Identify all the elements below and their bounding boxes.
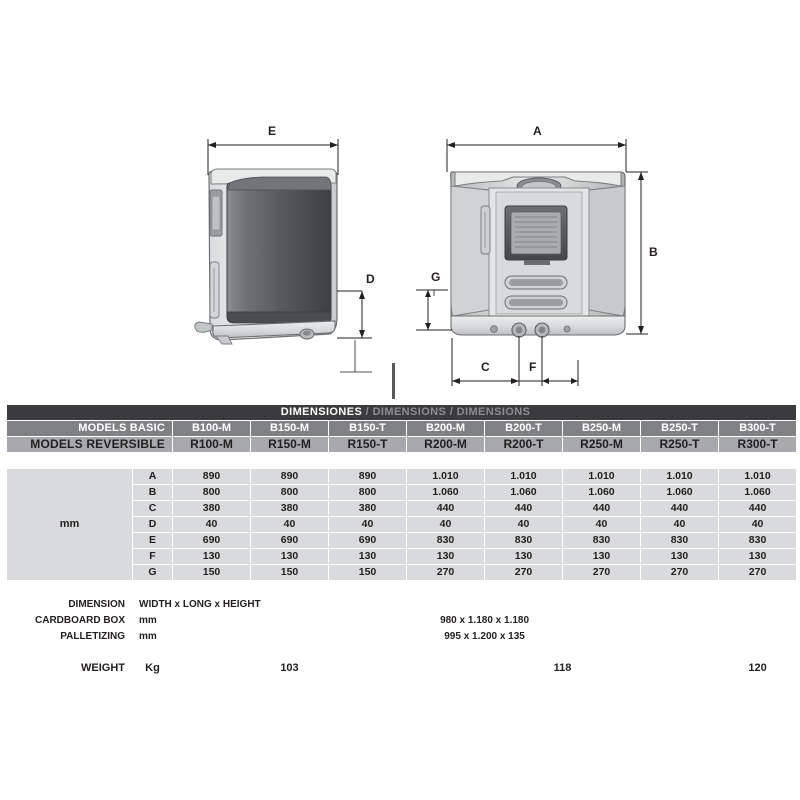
cell-E-1: 690 — [251, 533, 329, 549]
dim-row-letter-B: B — [133, 485, 173, 501]
cell-weight-1: 118 — [407, 661, 719, 677]
cell-weight-0: 103 — [173, 661, 407, 677]
cell-A-5: 1.010 — [563, 469, 641, 485]
row-spacer-mid — [7, 581, 797, 597]
label-models-reversible: MODELS REVERSIBLE — [7, 437, 173, 453]
label-dimension: DIMENSION — [7, 597, 133, 613]
row-weight — [7, 661, 797, 677]
table-title-es: DIMENSIONES — [280, 406, 363, 419]
cell-C-0: 380 — [173, 501, 251, 517]
label-unit-mm: mm — [7, 469, 133, 581]
cell-models-rev-0: R100-M — [173, 437, 251, 453]
unit-cardboard-box: mm — [133, 613, 173, 629]
cell-D-5: 40 — [563, 517, 641, 533]
cell-A-2: 890 — [329, 469, 407, 485]
table-title-sep2: / — [446, 406, 457, 419]
label-cardboard-box: CARDBOARD BOX — [7, 613, 133, 629]
cell-C-1: 380 — [251, 501, 329, 517]
value-dimension: WIDTH x LONG x HEIGHT — [133, 597, 797, 613]
cell-models-rev-3: R200-M — [407, 437, 485, 453]
cell-E-7: 830 — [719, 533, 797, 549]
table-title-en: DIMENSIONS — [372, 406, 447, 419]
cell-models-rev-7: R300-T — [719, 437, 797, 453]
cell-E-5: 830 — [563, 533, 641, 549]
dim-label-E: E — [268, 124, 277, 138]
cell-G-7: 270 — [719, 565, 797, 581]
row-models-basic — [7, 421, 797, 437]
cell-G-5: 270 — [563, 565, 641, 581]
cell-models-basic-5: B250-M — [563, 421, 641, 437]
cell-E-4: 830 — [485, 533, 563, 549]
unit-weight: Kg — [133, 661, 173, 677]
label-models-basic: MODELS BASIC — [7, 421, 173, 437]
cell-F-3: 130 — [407, 549, 485, 565]
cell-F-4: 130 — [485, 549, 563, 565]
cell-C-2: 380 — [329, 501, 407, 517]
row-cardboard-box — [7, 613, 797, 629]
cell-D-7: 40 — [719, 517, 797, 533]
cell-D-2: 40 — [329, 517, 407, 533]
cell-models-basic-4: B200-T — [485, 421, 563, 437]
cell-B-2: 800 — [329, 485, 407, 501]
cell-A-7: 1.010 — [719, 469, 797, 485]
cell-E-2: 690 — [329, 533, 407, 549]
dim-row-letter-D: D — [133, 517, 173, 533]
dim-label-A: A — [533, 124, 542, 138]
cell-models-rev-1: R150-M — [251, 437, 329, 453]
dimensions-table-wrap — [6, 404, 794, 677]
dim-label-F: F — [529, 360, 537, 374]
dim-row-letter-G: G — [133, 565, 173, 581]
side-view-drawing — [195, 139, 372, 372]
cell-B-3: 1.060 — [407, 485, 485, 501]
label-palletizing: PALLETIZING — [7, 629, 133, 645]
cell-models-rev-6: R250-T — [641, 437, 719, 453]
cell-models-basic-6: B250-T — [641, 421, 719, 437]
cell-B-1: 800 — [251, 485, 329, 501]
cell-models-basic-7: B300-T — [719, 421, 797, 437]
section-divider — [392, 363, 395, 399]
cell-D-4: 40 — [485, 517, 563, 533]
cell-C-5: 440 — [563, 501, 641, 517]
table-title-sep1: / — [362, 406, 373, 419]
cell-E-6: 830 — [641, 533, 719, 549]
row-palletizing — [7, 629, 797, 645]
cell-D-3: 40 — [407, 517, 485, 533]
cell-E-3: 830 — [407, 533, 485, 549]
cell-F-0: 130 — [173, 549, 251, 565]
dim-row-letter-A: A — [133, 469, 173, 485]
cell-models-basic-3: B200-M — [407, 421, 485, 437]
cell-F-2: 130 — [329, 549, 407, 565]
table-title — [7, 405, 797, 421]
dim-label-C: C — [481, 360, 490, 374]
dim-row-letter-E: E — [133, 533, 173, 549]
cell-C-6: 440 — [641, 501, 719, 517]
cell-models-rev-2: R150-T — [329, 437, 407, 453]
cell-models-rev-4: R200-T — [485, 437, 563, 453]
cell-weight-2: 120 — [719, 661, 797, 677]
cell-models-basic-2: B150-T — [329, 421, 407, 437]
cell-models-basic-0: B100-M — [173, 421, 251, 437]
cell-G-3: 270 — [407, 565, 485, 581]
cell-F-6: 130 — [641, 549, 719, 565]
cell-A-1: 890 — [251, 469, 329, 485]
cell-F-1: 130 — [251, 549, 329, 565]
cell-D-0: 40 — [173, 517, 251, 533]
cell-C-7: 440 — [719, 501, 797, 517]
cell-C-4: 440 — [485, 501, 563, 517]
table-title-fr: DIMENSIONS — [456, 406, 531, 419]
row-dimension-A — [7, 469, 797, 485]
cell-A-0: 890 — [173, 469, 251, 485]
cell-D-6: 40 — [641, 517, 719, 533]
cell-B-6: 1.060 — [641, 485, 719, 501]
cell-F-7: 130 — [719, 549, 797, 565]
label-weight: WEIGHT — [7, 661, 133, 677]
dim-label-G: G — [431, 270, 441, 284]
unit-palletizing: mm — [133, 629, 173, 645]
cell-B-7: 1.060 — [719, 485, 797, 501]
cell-A-4: 1.010 — [485, 469, 563, 485]
value-cardboard-box: 980 x 1.180 x 1.180 — [173, 613, 797, 629]
row-dimension-header — [7, 597, 797, 613]
row-spacer-bottom — [7, 645, 797, 661]
cell-G-4: 270 — [485, 565, 563, 581]
dim-row-letter-C: C — [133, 501, 173, 517]
cell-G-2: 150 — [329, 565, 407, 581]
cell-C-3: 440 — [407, 501, 485, 517]
dimensions-table — [6, 404, 797, 677]
cell-A-6: 1.010 — [641, 469, 719, 485]
cell-B-0: 800 — [173, 485, 251, 501]
cell-F-5: 130 — [563, 549, 641, 565]
value-palletizing: 995 x 1.200 x 135 — [173, 629, 797, 645]
row-models-reversible — [7, 437, 797, 453]
dim-label-D: D — [366, 272, 375, 286]
cell-B-5: 1.060 — [563, 485, 641, 501]
cell-G-1: 150 — [251, 565, 329, 581]
cell-E-0: 690 — [173, 533, 251, 549]
cell-models-basic-1: B150-M — [251, 421, 329, 437]
front-view-drawing — [416, 139, 648, 386]
cell-D-1: 40 — [251, 517, 329, 533]
cell-A-3: 1.010 — [407, 469, 485, 485]
cell-B-4: 1.060 — [485, 485, 563, 501]
dim-label-B: B — [649, 245, 658, 259]
row-spacer-top — [7, 453, 797, 469]
cell-G-6: 270 — [641, 565, 719, 581]
cell-models-rev-5: R250-M — [563, 437, 641, 453]
dim-row-letter-F: F — [133, 549, 173, 565]
cell-G-0: 150 — [173, 565, 251, 581]
